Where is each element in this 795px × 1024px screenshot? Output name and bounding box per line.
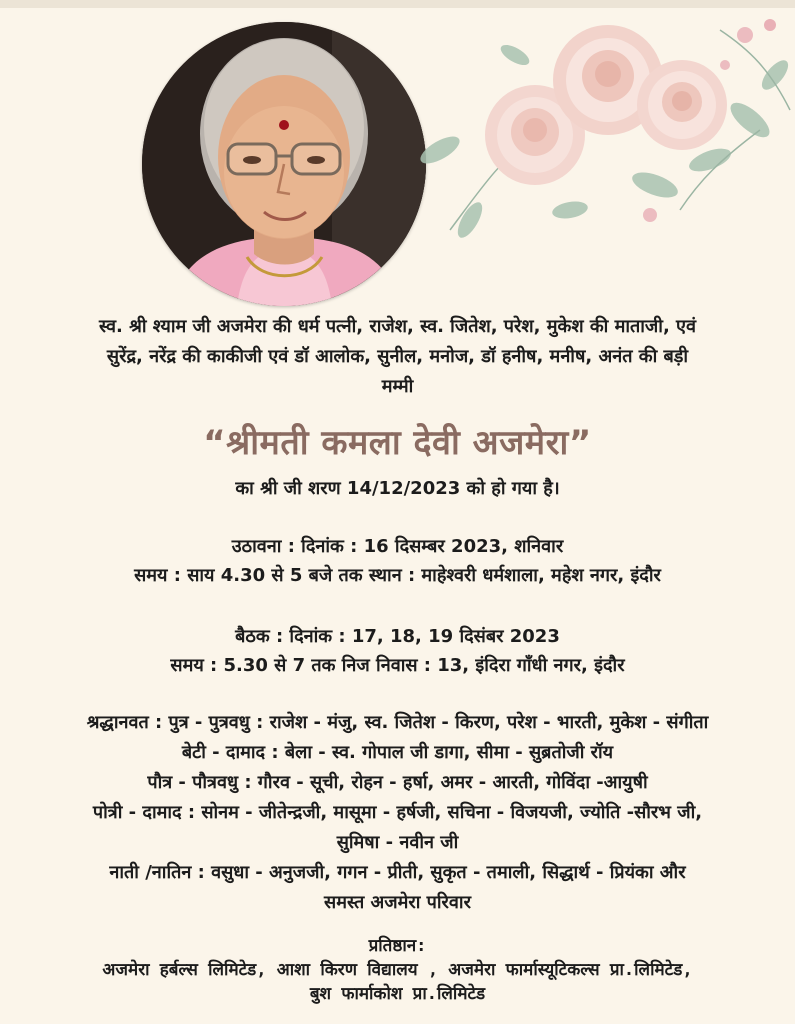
institutions-line: बुश फार्माकोश प्रा.लिमिटेड bbox=[309, 984, 486, 1004]
deceased-name: “श्रीमती कमला देवी अजमेरा” bbox=[203, 423, 592, 463]
mourners-line: श्रद्धानवत : पुत्र - पुत्रवधु : राजेश - मंजु, स्व. जितेश - किरण, परेश - भारती, मुकेश - संगीता bbox=[86, 712, 709, 733]
uthavna-section bbox=[0, 532, 795, 590]
institutions-section bbox=[0, 934, 795, 1006]
uthavna-time-venue: समय : साय 4.30 से 5 बजे तक स्थान : माहेश्वरी धर्मशाला, महेश नगर, इंदौर bbox=[134, 565, 661, 586]
baithak-time-venue: समय : 5.30 से 7 तक निज निवास : 13, इंदिरा गाँधी नगर, इंदौर bbox=[170, 655, 625, 676]
institutions-heading: प्रतिष्ठान: bbox=[368, 936, 427, 956]
mourners-line: नाती /नातिन : वसुधा - अनुजजी, गगन - प्रीती, सुकृत - तमाली, सिद्धार्थ - प्रियंका और bbox=[109, 862, 686, 883]
intro-line: स्व. श्री श्याम जी अजमेरा की धर्म पत्नी, राजेश, स्व. जितेश, परेश, मुकेश की माताजी, एवं bbox=[98, 316, 697, 337]
mourners-line: पोत्री - दामाद : सोनम - जीतेन्द्रजी, मासूमा - हर्षजी, सचिना - विजयजी, ज्योति -सौरभ जी, bbox=[92, 802, 703, 823]
mourners-line: पौत्र - पौत्रवधु : गौरव - सूची, रोहन - हर्षा, अमर - आरती, गोविंदा -आयुषी bbox=[147, 772, 648, 793]
mourners-line: बेटी - दामाद : बेला - स्व. गोपाल जी डागा, सीमा - सुब्रतोजी रॉय bbox=[181, 742, 614, 763]
mourners-line: सुमिषा - नवीन जी bbox=[336, 832, 459, 853]
intro-relations bbox=[0, 312, 795, 402]
top-strip bbox=[0, 0, 795, 8]
portrait-illustration bbox=[142, 22, 426, 306]
intro-line: सुरेंद्र, नरेंद्र की काकीजी एवं डॉ आलोक, सुनील, मनोज, डॉ हनीष, मनीष, अनंत की बड़ी bbox=[106, 346, 689, 367]
mourners-list bbox=[0, 708, 795, 918]
mourners-line: समस्त अजमेरा परिवार bbox=[324, 892, 471, 913]
passing-date-line: का श्री जी शरण 14/12/2023 को हो गया है। bbox=[235, 478, 560, 499]
institutions-line: अजमेरा हर्बल्स लिमिटेड, आशा किरण विद्यालय , अजमेरा फार्मास्यूटिकल्स प्रा.लिमिटेड, bbox=[102, 960, 693, 980]
intro-line: मम्मी bbox=[381, 376, 414, 397]
baithak-date: बैठक : दिनांक : 17, 18, 19 दिसंबर 2023 bbox=[235, 626, 560, 647]
baithak-section bbox=[0, 622, 795, 680]
portrait-photo bbox=[142, 22, 426, 306]
rose-flowers-decoration bbox=[420, 10, 795, 240]
uthavna-date: उठावना : दिनांक : 16 दिसम्बर 2023, शनिवार bbox=[231, 536, 564, 557]
